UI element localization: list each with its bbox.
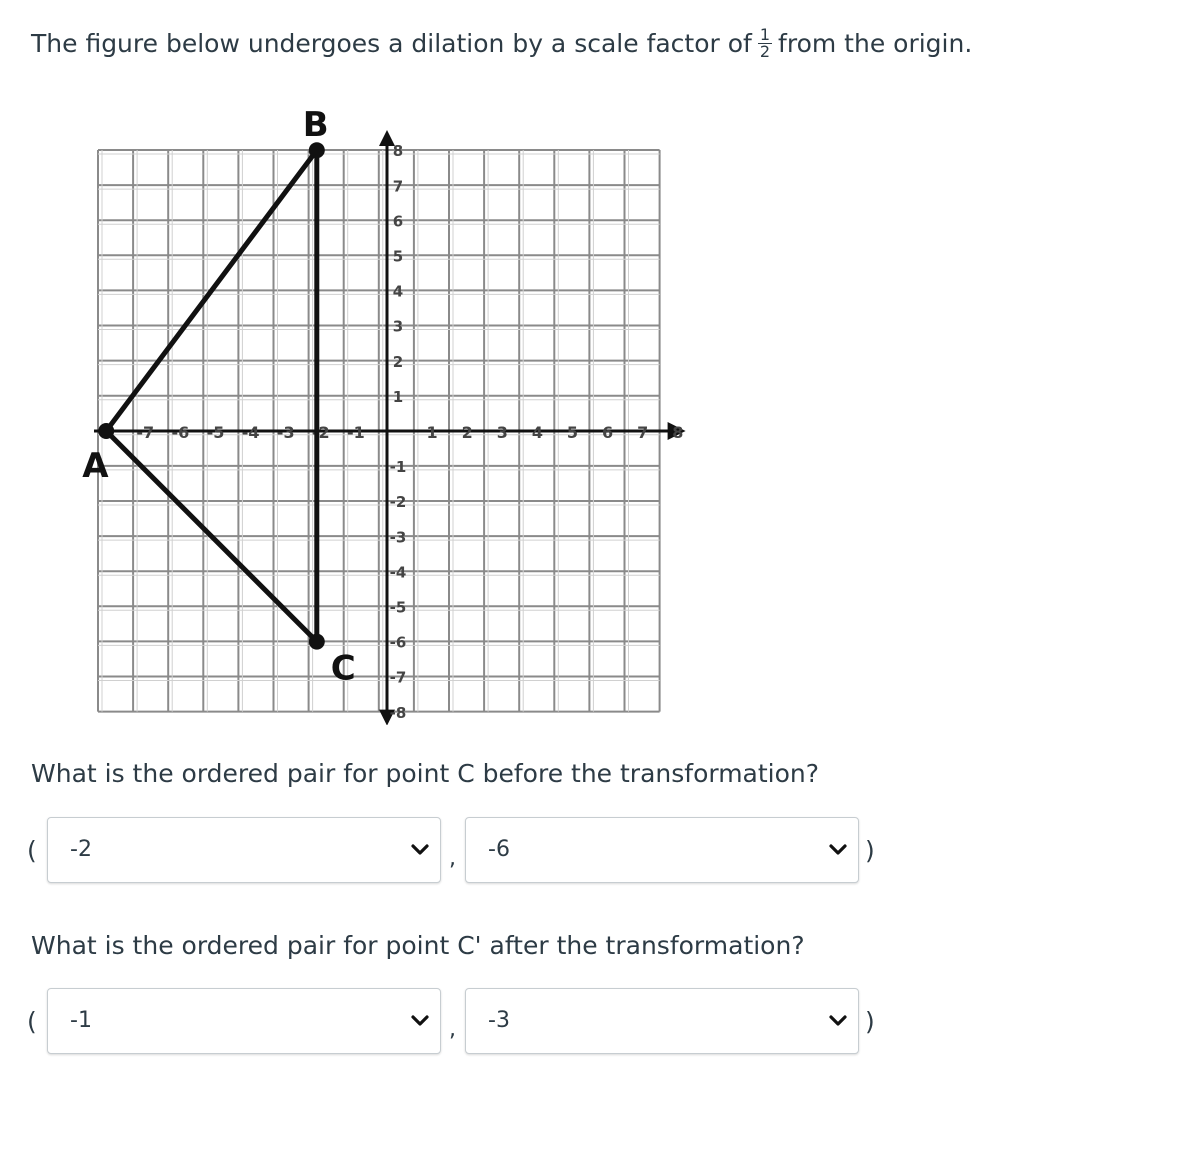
y-tick-label: -7 <box>389 668 407 687</box>
y-tick-label: -5 <box>389 598 407 617</box>
x-coordinate-select[interactable] <box>47 817 441 883</box>
x-coordinate-value: -2 <box>70 837 92 862</box>
x-tick-label: 3 <box>496 423 508 442</box>
vertex-label-c: C <box>330 648 356 689</box>
comma-separator: , <box>449 1017 456 1042</box>
comma-separator: , <box>449 846 456 871</box>
chevron-down-icon <box>410 1013 430 1029</box>
y-coordinate-select[interactable] <box>465 988 859 1054</box>
y-tick-label: -2 <box>389 493 407 512</box>
x-tick-label: 1 <box>426 423 438 442</box>
coordinate-graph <box>60 95 700 725</box>
vertex-a <box>98 423 114 439</box>
open-paren: ( <box>27 1007 37 1036</box>
x-tick-label: -2 <box>311 423 330 442</box>
question-c-after: What is the ordered pair for point C' after the transformation? <box>31 931 805 960</box>
y-tick-label: 4 <box>392 282 404 301</box>
x-tick-label: -3 <box>276 423 295 442</box>
x-coordinate-select[interactable] <box>47 988 441 1054</box>
prompt-text-after: from the origin. <box>778 29 973 58</box>
open-paren: ( <box>27 836 37 865</box>
x-coordinate-value: -1 <box>70 1008 92 1033</box>
y-coordinate-value: -6 <box>488 837 510 862</box>
x-tick-label: 4 <box>531 423 543 442</box>
x-tick-label: -7 <box>136 423 155 442</box>
x-tick-label: -5 <box>206 423 225 442</box>
x-tick-label: 6 <box>602 423 614 442</box>
x-tick-label: -1 <box>347 423 365 442</box>
x-tick-label: 8 <box>672 423 684 442</box>
close-paren: ) <box>865 836 875 865</box>
vertex-c <box>309 634 325 650</box>
answer-row-c-after <box>27 988 887 1056</box>
question-prompt <box>31 24 972 64</box>
chevron-down-icon <box>828 1013 848 1029</box>
y-coordinate-value: -3 <box>488 1008 510 1033</box>
y-tick-label: 3 <box>392 317 404 336</box>
y-tick-label: -6 <box>389 633 407 652</box>
x-tick-label: 7 <box>637 423 649 442</box>
y-tick-label: -4 <box>389 563 407 582</box>
fraction-numerator: 1 <box>759 24 771 44</box>
x-tick-label: 2 <box>461 423 473 442</box>
y-tick-label: 1 <box>392 387 404 406</box>
y-tick-label: -8 <box>389 703 407 722</box>
y-tick-label: -1 <box>389 458 407 477</box>
y-tick-label: 2 <box>392 352 404 371</box>
scale-factor-fraction <box>758 24 772 61</box>
y-tick-label: 7 <box>392 177 404 196</box>
x-tick-label: -6 <box>171 423 190 442</box>
x-tick-label: -4 <box>241 423 260 442</box>
y-tick-label: 8 <box>392 142 404 161</box>
y-tick-label: 6 <box>392 212 404 231</box>
chevron-down-icon <box>828 842 848 858</box>
vertex-label-a: A <box>82 446 109 486</box>
question-c-before: What is the ordered pair for point C before the transformation? <box>31 759 820 788</box>
vertex-label-b: B <box>302 105 329 146</box>
fraction-denominator: 2 <box>759 41 771 61</box>
y-coordinate-select[interactable] <box>465 817 859 883</box>
close-paren: ) <box>865 1007 875 1036</box>
y-tick-label: -3 <box>389 528 407 547</box>
y-tick-label: 5 <box>392 247 404 266</box>
graph-canvas <box>60 95 700 725</box>
x-tick-label: 5 <box>566 423 579 442</box>
chevron-down-icon <box>410 842 430 858</box>
answer-row-c-before <box>27 817 887 885</box>
prompt-text-before: The figure below undergoes a dilation by a scale factor of <box>31 29 752 58</box>
